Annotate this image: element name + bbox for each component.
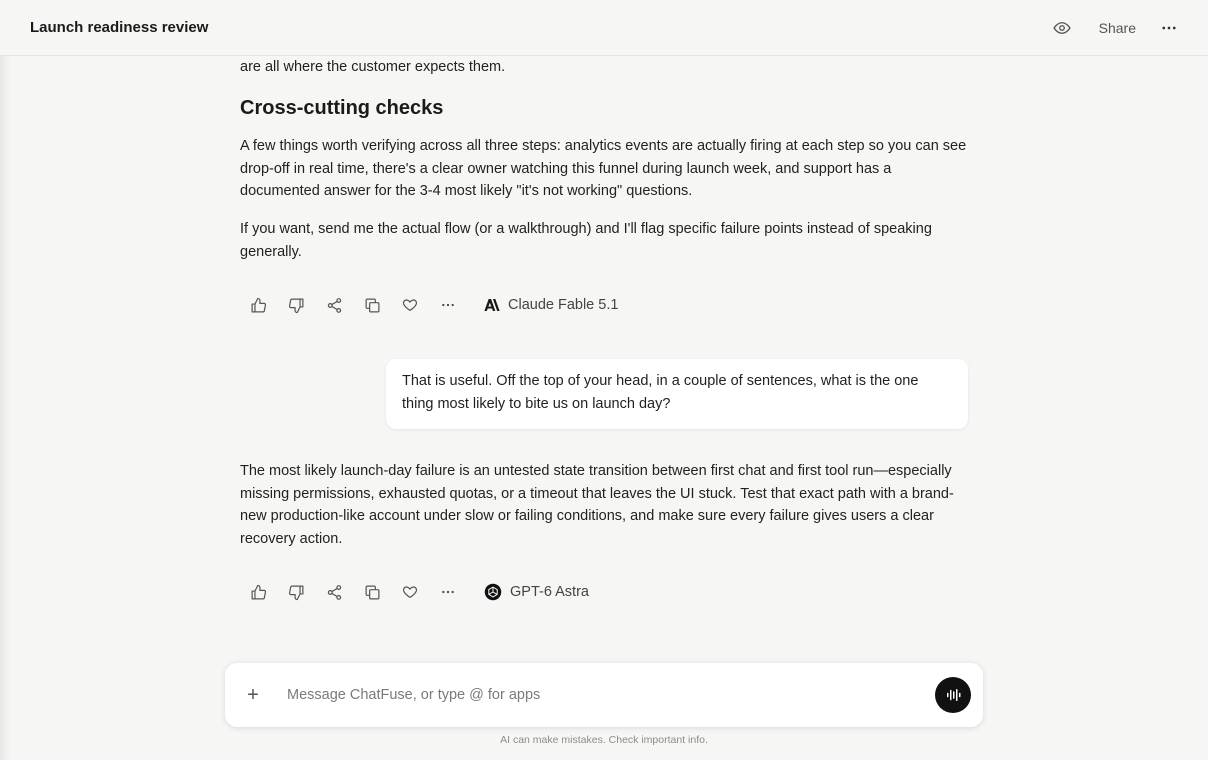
section-heading: Cross-cutting checks — [240, 97, 444, 119]
model-name: GPT-6 Astra — [510, 584, 589, 600]
page-title: Launch readiness review — [30, 19, 209, 36]
plus-icon[interactable]: + — [247, 683, 259, 706]
heart-icon[interactable] — [400, 582, 420, 602]
anthropic-logo-icon — [484, 298, 500, 312]
share-button[interactable]: Share — [1098, 19, 1136, 36]
assistant-paragraph: A few things worth verifying across all three steps: analytics events are actually firing at each step so you can see drop-off in real time, there's a clear owner watching this funnel during launch week, and support has a documented answer for the 3-4 most likely "it's not working" questions. — [240, 138, 967, 199]
eye-icon[interactable] — [1053, 19, 1071, 37]
more-horizontal-icon[interactable] — [438, 582, 458, 602]
openai-logo-icon — [484, 583, 502, 601]
heart-icon[interactable] — [400, 295, 420, 315]
message-actions — [248, 578, 589, 606]
assistant-paragraph: If you want, send me the actual flow (or a walkthrough) and I'll flag specific failure points instead of speaking generally. — [240, 221, 932, 260]
thumbs-down-icon[interactable] — [286, 582, 306, 602]
user-message-bubble — [386, 359, 968, 429]
sidebar-edge — [0, 0, 10, 760]
header — [0, 0, 1208, 56]
share-icon[interactable] — [324, 295, 344, 315]
thumbs-up-icon[interactable] — [248, 582, 268, 602]
user-message-text: That is useful. Off the top of your head, in a couple of sentences, what is the one thing most likely to bite us on launch day? — [402, 373, 919, 412]
assistant-message-tail: are all where the customer expects them. — [240, 59, 506, 75]
header-actions — [1053, 19, 1178, 37]
model-name: Claude Fable 5.1 — [508, 297, 619, 313]
model-selector[interactable] — [484, 583, 589, 601]
more-horizontal-icon[interactable] — [438, 295, 458, 315]
thumbs-down-icon[interactable] — [286, 295, 306, 315]
message-actions — [248, 291, 618, 319]
more-horizontal-icon[interactable] — [1160, 19, 1178, 37]
thumbs-up-icon[interactable] — [248, 295, 268, 315]
assistant-message: The most likely launch-day failure is an untested state transition between first chat and first tool run—especially missing permissions, exhausted quotas, or a timeout that leaves the UI stuck. Test that exact path with a brand-new production-like account under slow or failing conditions, and make sure every failure gives users a clear recovery action. — [240, 463, 954, 547]
copy-icon[interactable] — [362, 582, 382, 602]
voice-waveform-icon[interactable] — [935, 677, 971, 713]
share-icon[interactable] — [324, 582, 344, 602]
disclaimer: AI can make mistakes. Check important info. — [500, 734, 708, 746]
model-selector[interactable] — [484, 297, 618, 313]
copy-icon[interactable] — [362, 295, 382, 315]
message-input[interactable] — [287, 687, 935, 703]
message-composer — [225, 663, 983, 727]
